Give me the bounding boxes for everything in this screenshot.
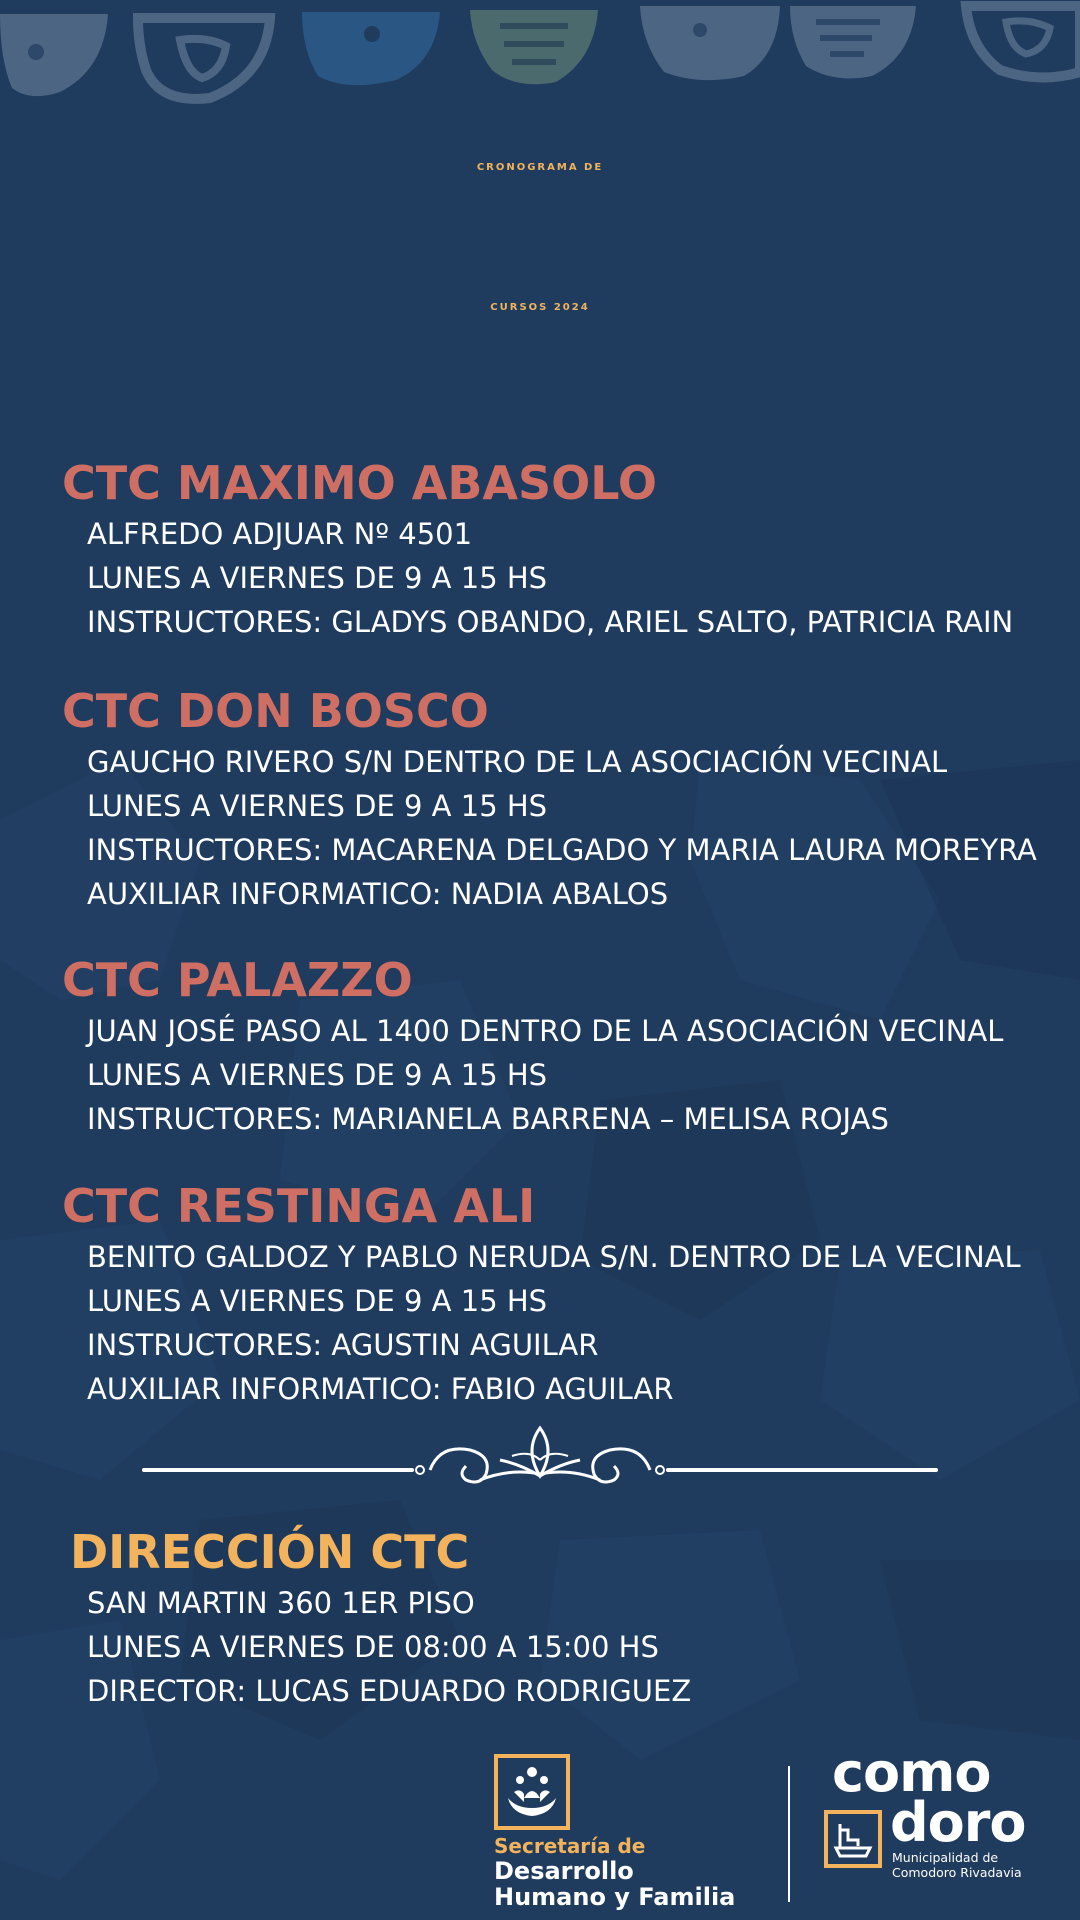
instructors-text: INSTRUCTORES: MACARENA DELGADO Y MARIA LAURA MOREYRA (87, 833, 1037, 867)
ceramic-bowl-icon (138, 18, 270, 99)
section-heading: DIRECCIÓN CTC (70, 1525, 470, 1579)
section-details (87, 1581, 1077, 1713)
ceramic-bowl-icon (470, 10, 598, 84)
schedule-text: LUNES A VIERNES DE 9 A 15 HS (87, 561, 548, 595)
section-heading: CTC PALAZZO (62, 953, 413, 1007)
comodoro-subtitle (892, 1850, 1022, 1880)
ornament-divider-icon (140, 1420, 940, 1500)
schedule-text: LUNES A VIERNES DE 08:00 A 15:00 HS (87, 1630, 659, 1664)
secretaria-line-1: Secretaría de (494, 1834, 646, 1858)
section-heading: CTC RESTINGA ALI (62, 1179, 536, 1233)
assistant-text: AUXILIAR INFORMATICO: FABIO AGUILAR (87, 1372, 674, 1406)
comodoro-subtitle-line-1: Municipalidad de (892, 1850, 999, 1865)
section-heading: CTC DON BOSCO (62, 684, 489, 738)
address-text: ALFREDO ADJUAR Nº 4501 (87, 517, 473, 551)
ceramic-bowl-icon (966, 6, 1080, 78)
address-text: SAN MARTIN 360 1ER PISO (87, 1586, 475, 1620)
secretaria-line-3: Humano y Familia (494, 1883, 736, 1911)
ceramic-bowl-icon (0, 14, 108, 96)
secretaria-line-2: Desarrollo (494, 1857, 634, 1885)
comodoro-logo-word-1: como (832, 1741, 991, 1804)
section-heading: CTC MAXIMO ABASOLO (62, 456, 658, 510)
comodoro-subtitle-line-2: Comodoro Rivadavia (892, 1865, 1022, 1880)
ship-icon (824, 1810, 882, 1868)
page-title-line-2: CURSOS 2024 (490, 302, 590, 313)
address-text: JUAN JOSÉ PASO AL 1400 DENTRO DE LA ASOCIACIÓN VECINAL (87, 1014, 1004, 1048)
ceramic-bowls-border (0, 0, 1080, 110)
comodoro-logo (830, 1741, 1080, 1880)
footer-divider (788, 1766, 790, 1902)
schedule-text: LUNES A VIERNES DE 9 A 15 HS (87, 1284, 548, 1318)
section-details (87, 740, 1077, 916)
section-details (87, 1009, 1077, 1141)
schedule-text: LUNES A VIERNES DE 9 A 15 HS (87, 1058, 548, 1092)
instructors-text: INSTRUCTORES: GLADYS OBANDO, ARIEL SALTO, PATRICIA RAIN (87, 605, 1014, 639)
page-title-line-1: CRONOGRAMA DE (476, 162, 604, 173)
section-details (87, 512, 1077, 644)
family-hands-icon (494, 1754, 570, 1830)
comodoro-logo-word-2: doro (890, 1791, 1026, 1854)
footer-logos (0, 1740, 1080, 1920)
ceramic-bowl-icon (640, 6, 780, 80)
ceramic-bowl-icon (302, 12, 440, 85)
schedule-text: LUNES A VIERNES DE 9 A 15 HS (87, 789, 548, 823)
assistant-text: AUXILIAR INFORMATICO: NADIA ABALOS (87, 877, 669, 911)
instructors-text: INSTRUCTORES: MARIANELA BARRENA – MELISA ROJAS (87, 1102, 889, 1136)
address-text: BENITO GALDOZ Y PABLO NERUDA S/N. DENTRO DE LA VECINAL (87, 1240, 1021, 1274)
ceramic-bowl-icon (790, 6, 916, 78)
instructors-text: INSTRUCTORES: AGUSTIN AGUILAR (87, 1328, 599, 1362)
secretaria-logo-text (494, 1834, 794, 1910)
director-text: DIRECTOR: LUCAS EDUARDO RODRIGUEZ (87, 1674, 692, 1708)
address-text: GAUCHO RIVERO S/N DENTRO DE LA ASOCIACIÓN VECINAL (87, 745, 948, 779)
section-details (87, 1235, 1077, 1411)
